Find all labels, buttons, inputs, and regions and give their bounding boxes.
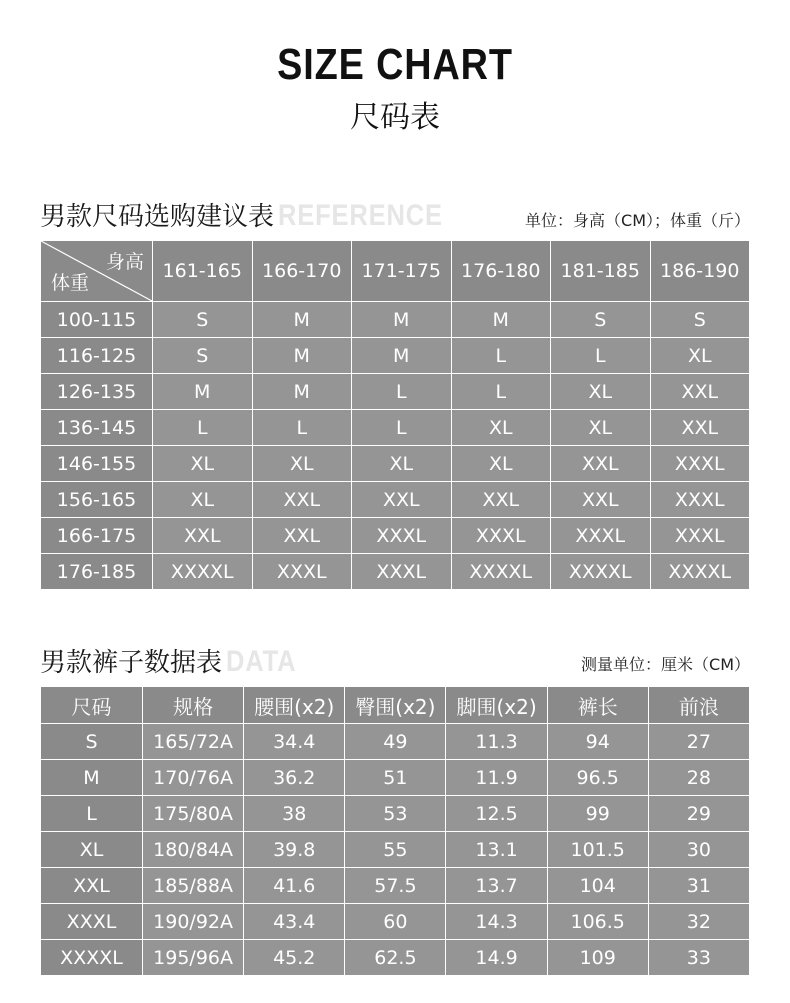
measurement-cell: 28 — [648, 760, 749, 796]
page-subtitle: 尺码表 — [350, 100, 440, 135]
pants-data-table — [40, 686, 750, 976]
reference-unit-note: 单位：身高（CM）；体重（斤） — [525, 211, 750, 230]
size-cell: XXXXL — [551, 554, 651, 590]
size-label-cell: XL — [41, 832, 143, 868]
size-cell: L — [153, 410, 253, 446]
column-header: 腰围(x2) — [244, 687, 345, 724]
table-row — [41, 338, 750, 374]
size-label-cell: S — [41, 724, 143, 760]
measurement-cell: 96.5 — [547, 760, 648, 796]
measurement-cell: 33 — [648, 940, 749, 976]
size-cell: XL — [451, 446, 551, 482]
size-cell: XXXL — [551, 518, 651, 554]
pants-unit-note: 测量单位：厘米（CM） — [581, 655, 750, 674]
corner-height-label: 身高 — [105, 251, 144, 273]
measurement-cell: 55 — [345, 832, 446, 868]
size-cell: XXL — [650, 410, 750, 446]
size-cell: XXL — [252, 518, 352, 554]
height-range-header: 161-165 — [153, 241, 253, 302]
measurement-cell: 14.9 — [446, 940, 547, 976]
size-cell: XXXL — [650, 518, 750, 554]
size-cell: L — [352, 410, 452, 446]
size-cell: L — [551, 338, 651, 374]
size-cell: M — [352, 302, 452, 338]
size-cell: L — [451, 374, 551, 410]
size-label-cell: L — [41, 796, 143, 832]
size-label-cell: XXXXL — [41, 940, 143, 976]
corner-weight-label: 体重 — [51, 272, 90, 294]
pants-ghost-text: DATA — [226, 645, 297, 678]
size-cell: L — [252, 410, 352, 446]
size-cell: S — [153, 338, 253, 374]
size-cell: M — [352, 338, 452, 374]
table-row — [41, 518, 750, 554]
column-header: 臀围(x2) — [345, 687, 446, 724]
measurement-cell: 49 — [345, 724, 446, 760]
size-cell: XL — [352, 446, 452, 482]
measurement-cell: 180/84A — [143, 832, 244, 868]
height-range-header: 176-180 — [451, 241, 551, 302]
size-cell: XXL — [551, 446, 651, 482]
table-row — [41, 724, 750, 760]
measurement-cell: 109 — [547, 940, 648, 976]
column-header: 脚围(x2) — [446, 687, 547, 724]
size-cell: XXL — [153, 518, 253, 554]
reference-section-title — [40, 196, 472, 233]
table-row — [41, 760, 750, 796]
size-cell: XXL — [451, 482, 551, 518]
reference-title-text: 男款尺码选购建议表 — [40, 202, 275, 232]
measurement-cell: 175/80A — [143, 796, 244, 832]
measurement-cell: 185/88A — [143, 868, 244, 904]
measurement-cell: 27 — [648, 724, 749, 760]
measurement-cell: 32 — [648, 904, 749, 940]
size-cell: XL — [451, 410, 551, 446]
size-cell: XL — [551, 374, 651, 410]
size-cell: XL — [551, 410, 651, 446]
size-cell: XXXXL — [153, 554, 253, 590]
measurement-cell: 106.5 — [547, 904, 648, 940]
measurement-cell: 14.3 — [446, 904, 547, 940]
height-range-header: 166-170 — [252, 241, 352, 302]
size-cell: XXXXL — [451, 554, 551, 590]
measurement-cell: 51 — [345, 760, 446, 796]
size-cell: L — [352, 374, 452, 410]
size-cell: M — [252, 338, 352, 374]
size-cell: XXL — [352, 482, 452, 518]
size-cell: XXXXL — [650, 554, 750, 590]
size-cell: XXXL — [252, 554, 352, 590]
table-row — [41, 940, 750, 976]
size-cell: XXXL — [650, 482, 750, 518]
measurement-cell: 43.4 — [244, 904, 345, 940]
measurement-cell: 53 — [345, 796, 446, 832]
size-cell: XXL — [551, 482, 651, 518]
column-header: 前浪 — [648, 687, 749, 724]
size-label-cell: M — [41, 760, 143, 796]
measurement-cell: 57.5 — [345, 868, 446, 904]
size-cell: M — [451, 302, 551, 338]
table-row — [41, 302, 750, 338]
column-header: 规格 — [143, 687, 244, 724]
size-cell: L — [451, 338, 551, 374]
size-cell: XXL — [252, 482, 352, 518]
size-cell: S — [153, 302, 253, 338]
measurement-cell: 60 — [345, 904, 446, 940]
pants-header-row — [41, 687, 750, 724]
size-cell: XXL — [650, 374, 750, 410]
measurement-cell: 62.5 — [345, 940, 446, 976]
pants-title-text: 男款裤子数据表 — [40, 648, 223, 678]
measurement-cell: 29 — [648, 796, 749, 832]
measurement-cell: 12.5 — [446, 796, 547, 832]
size-cell: XXXL — [650, 446, 750, 482]
reference-header-row — [41, 241, 750, 302]
measurement-cell: 13.1 — [446, 832, 547, 868]
measurement-cell: 39.8 — [244, 832, 345, 868]
size-label-cell: XXXL — [41, 904, 143, 940]
size-cell: XL — [650, 338, 750, 374]
table-row — [41, 482, 750, 518]
size-cell: XXXL — [451, 518, 551, 554]
measurement-cell: 101.5 — [547, 832, 648, 868]
measurement-cell: 195/96A — [143, 940, 244, 976]
weight-range-cell: 176-185 — [41, 554, 153, 590]
measurement-cell: 104 — [547, 868, 648, 904]
measurement-cell: 99 — [547, 796, 648, 832]
table-row — [41, 374, 750, 410]
measurement-cell: 31 — [648, 868, 749, 904]
page-title: SIZE CHART — [277, 40, 513, 89]
table-row — [41, 410, 750, 446]
weight-range-cell: 116-125 — [41, 338, 153, 374]
measurement-cell: 34.4 — [244, 724, 345, 760]
measurement-cell: 11.9 — [446, 760, 547, 796]
corner-cell — [41, 241, 153, 302]
column-header: 尺码 — [41, 687, 143, 724]
table-row — [41, 796, 750, 832]
weight-range-cell: 156-165 — [41, 482, 153, 518]
measurement-cell: 41.6 — [244, 868, 345, 904]
measurement-cell: 190/92A — [143, 904, 244, 940]
reference-ghost-text: REFERENCE — [278, 199, 443, 232]
table-row — [41, 554, 750, 590]
size-cell: M — [153, 374, 253, 410]
size-cell: XL — [153, 446, 253, 482]
measurement-cell: 13.7 — [446, 868, 547, 904]
column-header: 裤长 — [547, 687, 648, 724]
weight-range-cell: 136-145 — [41, 410, 153, 446]
size-cell: XL — [252, 446, 352, 482]
size-cell: XXXL — [352, 554, 452, 590]
measurement-cell: 45.2 — [244, 940, 345, 976]
measurement-cell: 94 — [547, 724, 648, 760]
size-cell: S — [650, 302, 750, 338]
size-cell: S — [551, 302, 651, 338]
size-cell: M — [252, 302, 352, 338]
size-cell: XXXL — [352, 518, 452, 554]
size-label-cell: XXL — [41, 868, 143, 904]
measurement-cell: 11.3 — [446, 724, 547, 760]
measurement-cell: 36.2 — [244, 760, 345, 796]
pants-section-title — [40, 642, 309, 679]
measurement-cell: 165/72A — [143, 724, 244, 760]
measurement-cell: 38 — [244, 796, 345, 832]
table-row — [41, 832, 750, 868]
size-cell: M — [252, 374, 352, 410]
height-range-header: 186-190 — [650, 241, 750, 302]
size-cell: XL — [153, 482, 253, 518]
table-row — [41, 446, 750, 482]
size-reference-table — [40, 240, 750, 590]
height-range-header: 181-185 — [551, 241, 651, 302]
measurement-cell: 170/76A — [143, 760, 244, 796]
weight-range-cell: 100-115 — [41, 302, 153, 338]
weight-range-cell: 166-175 — [41, 518, 153, 554]
table-row — [41, 904, 750, 940]
weight-range-cell: 126-135 — [41, 374, 153, 410]
height-range-header: 171-175 — [352, 241, 452, 302]
table-row — [41, 868, 750, 904]
weight-range-cell: 146-155 — [41, 446, 153, 482]
measurement-cell: 30 — [648, 832, 749, 868]
